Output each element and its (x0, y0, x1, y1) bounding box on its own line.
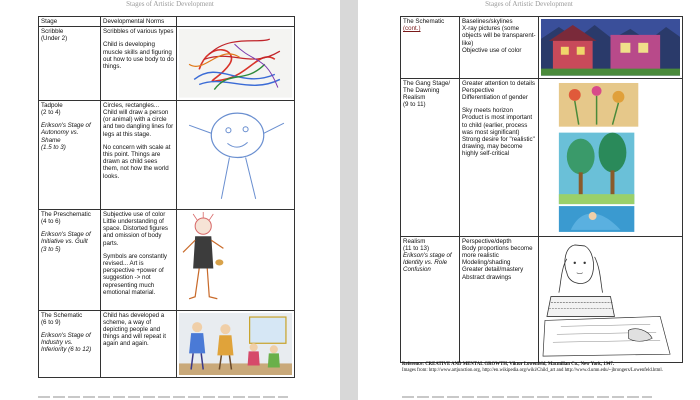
image-cell (539, 236, 683, 362)
running-header: Stages of Artistic Development (126, 0, 214, 8)
stage-name: Tadpole (41, 101, 63, 109)
norm-text: Modeling/shading (462, 259, 511, 267)
image-column-header (177, 17, 295, 27)
stage-cell (39, 100, 101, 209)
erikson-age: (3 to 5) (41, 245, 61, 253)
continued-marker: (cont.) (403, 25, 421, 33)
stage-cell (401, 78, 460, 236)
norm-text: Symbols are constantly revised... Art is perspective +power of suggestion -> not representing much emotional material. (103, 252, 167, 296)
reference-text: CREATIVE AND MENTAL GROWTH, Viktor Lowenfeld, Macmillan Co., New York, 1947. (425, 362, 614, 367)
norms-cell (460, 236, 539, 362)
norms-cell (101, 100, 177, 209)
stage-age: (6 to 9) (41, 318, 61, 326)
page-gutter (340, 0, 358, 400)
stage-name: Scribble (41, 28, 64, 36)
norms-column-header: Developmental Norms (101, 17, 177, 27)
stage-column-header: Stage (39, 17, 101, 27)
norm-text: Sky meets horizon (462, 107, 513, 115)
stage-age: (2 to 4) (41, 109, 61, 116)
references-block (402, 362, 692, 374)
stage-name: The Preschematic (41, 210, 91, 218)
stages-table-right (400, 16, 683, 363)
left-page (0, 0, 340, 400)
erikson-stage: Erikson's stage of Identity vs. Role Confusion (403, 251, 452, 274)
norm-text: Perspective/depth (462, 237, 512, 245)
stage-name: The Schematic (41, 311, 83, 319)
norm-text: Baselines/skylines (462, 18, 513, 25)
realism-sketch (541, 239, 680, 360)
image-cell (177, 310, 295, 378)
stage-name: The Schematic (403, 18, 445, 25)
image-cell (177, 100, 295, 209)
erikson-age: (1.5 to 3) (41, 143, 66, 151)
norm-text: Greater detail/mastery (462, 266, 524, 274)
norms-cell (460, 17, 539, 79)
stage-age: (9 to 11) (403, 101, 426, 109)
table-row (39, 209, 295, 310)
stage-age: (4 to 6) (41, 217, 61, 225)
table-row (39, 27, 295, 101)
norm-text: Child is developing muscle skills and figuring out how to use body to do things. (103, 41, 174, 71)
scribble-drawing (179, 29, 292, 98)
stage-cell (401, 236, 460, 362)
norm-text: Abstract drawings (462, 273, 512, 281)
norm-text: No concern with scale at this point. Things are drawn as child sees them, not how the world looks. (103, 143, 171, 180)
footer-text-line (402, 396, 652, 398)
table-row (39, 100, 295, 209)
tadpole-drawing (179, 103, 292, 207)
images-source: Images from: http://www.artjunction.org, http://en.wikipedia.org/wiki/Child_art and http://www.d.umn.edu/~jbrongers/Lowenfeld.html. (402, 368, 663, 373)
norms-cell (101, 209, 177, 310)
stages-table-left (38, 16, 295, 378)
stage-cell (39, 310, 101, 378)
norm-text: Body proportions become more realistic (462, 244, 533, 259)
table-row (401, 17, 683, 79)
norm-text: Perspective (462, 86, 495, 94)
norm-text: Circles, rectangles... Child will draw a person (or animal) with a circle and two dangling lines for legs at this stage. (103, 101, 174, 138)
erikson-stage: Erikson's Stage of Autonomy vs. Shame (41, 122, 91, 144)
stage-cell (39, 27, 101, 101)
norms-cell (101, 310, 177, 378)
stage-age: (11 to 13) (403, 244, 430, 252)
schematic-drawing (179, 313, 292, 376)
norms-cell (101, 27, 177, 101)
table-header-row (39, 17, 295, 27)
norm-text: Greater attention to details (462, 79, 535, 87)
image-cell (539, 78, 683, 236)
norm-text: Subjective use of color Little understanding of space. Distorted figures and omission of body parts. (103, 210, 168, 247)
stage-age: (Under 2) (41, 35, 68, 43)
preschematic-drawing (179, 212, 292, 308)
reference-label: Reference: (402, 362, 425, 367)
erikson-stage: Erikson's Stage of Industry vs. Inferiority (6 to 12) (41, 331, 92, 354)
table-row (401, 236, 683, 362)
footer-text-line (38, 396, 288, 398)
norms-cell (460, 78, 539, 236)
stage-name: Realism (403, 237, 426, 245)
image-cell (177, 209, 295, 310)
norm-text: Scribbles of various types (103, 28, 174, 36)
norm-text: Product is most important to child (earlier, process was most significant) (462, 114, 533, 136)
table-row (39, 310, 295, 378)
norm-text: Differentiation of gender (462, 93, 528, 101)
running-header: Stages of Artistic Development (485, 0, 573, 8)
image-cell (177, 27, 295, 101)
erikson-stage: Erikson's Stage of Initiative vs. Guilt (41, 231, 91, 246)
table-row (401, 78, 683, 236)
schematic-house-painting (541, 19, 680, 76)
norm-text: Objective use of color (462, 46, 522, 54)
stage-cell (401, 17, 460, 79)
stage-name: The Gang Stage/ The Dawning Realism (403, 79, 451, 101)
norm-text: Strong desire for "realistic" drawing, may become highly self-critical (462, 136, 535, 158)
stage-cell (39, 209, 101, 310)
gang-stage-paintings (541, 81, 680, 234)
image-cell (539, 17, 683, 79)
norm-text: X-ray pictures (some objects will be transparent-like) (462, 25, 536, 47)
norm-text: Child has developed a scheme, a way of depicting people and things and will repeat it again and again. (103, 311, 166, 348)
